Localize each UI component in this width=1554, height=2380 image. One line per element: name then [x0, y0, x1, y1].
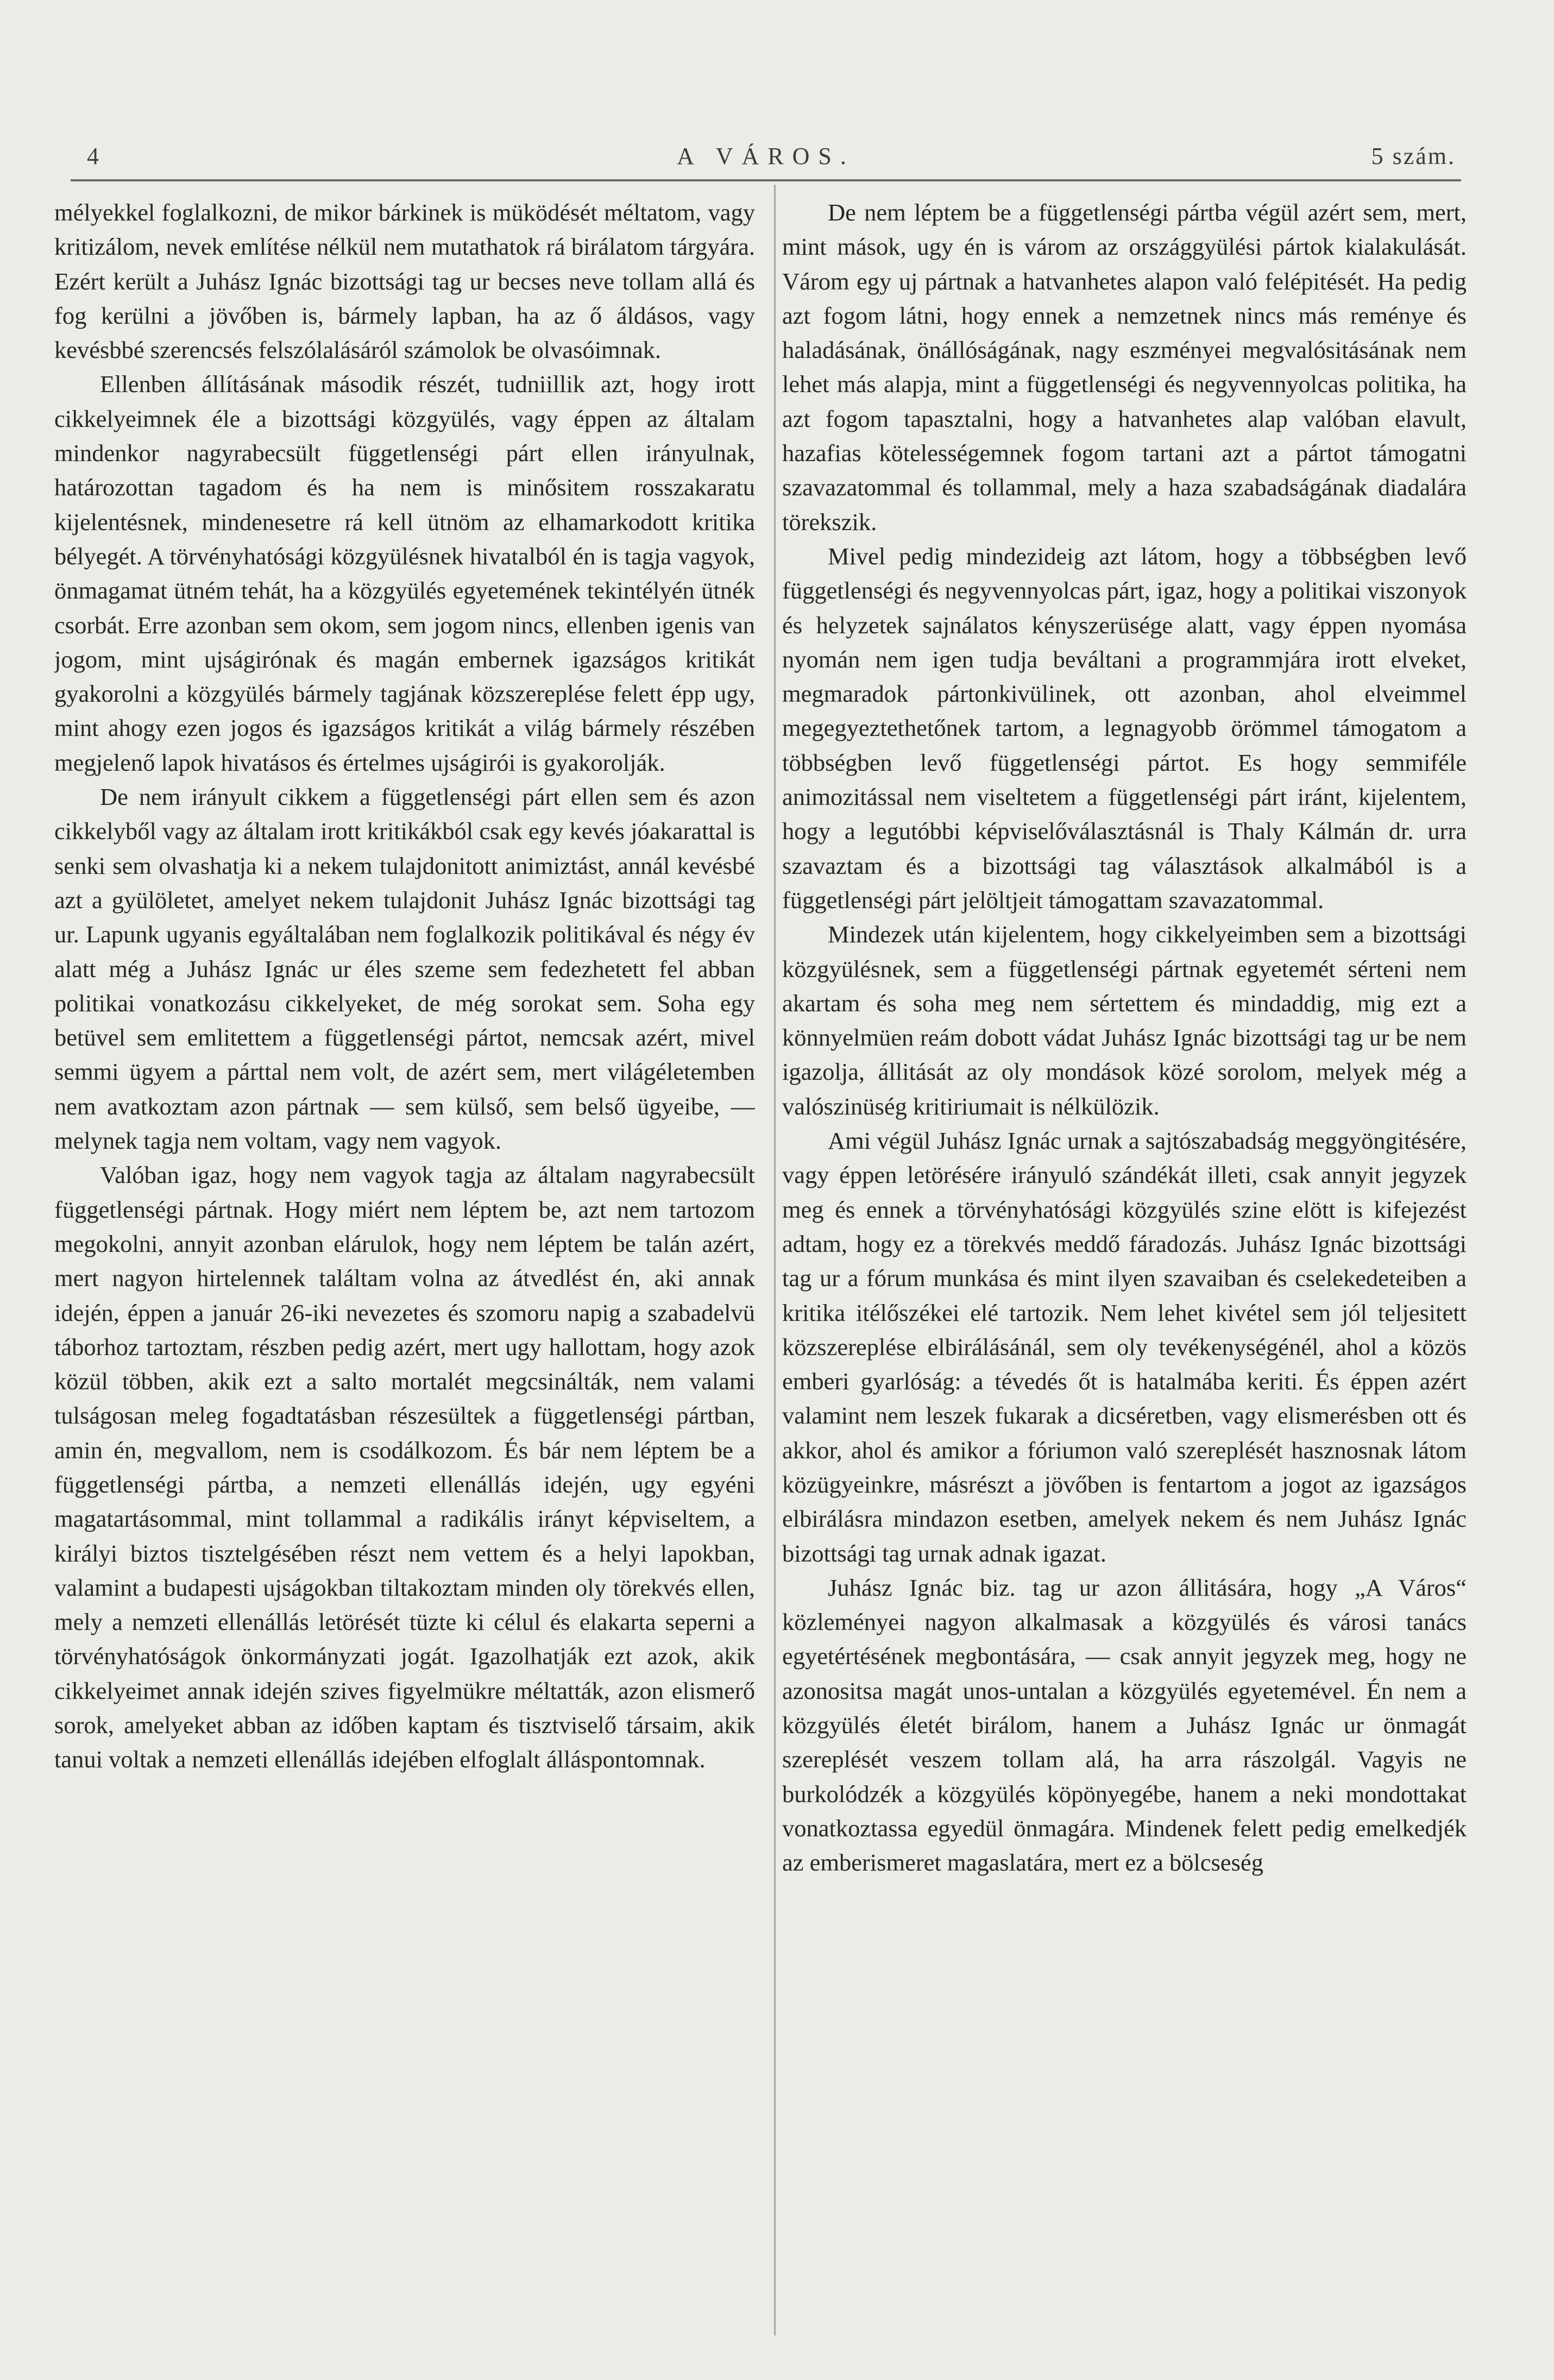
right-paragraph-2: Mivel pedig mindezideig azt látom, hogy a többségben levő függetlenségi és negyvennyolcas párt, igaz, hogy a politikai viszonyok és helyzetek sajnálatos kényszerüsége alatt, vagy éppen nyomása nyomán nem igen tudja beváltani a programmjára irott elveket, megmaradok pártonkivülinek, ott azonban, ahol elveimmel megegyeztethetőnek tartom, a legnagyobb örömmel támogatom a többségben levő függetlenségi pártot. Es hogy semmiféle animozitással nem viseltetem a függetlenségi párt iránt, kijelentem, hogy a legutóbbi képviselőválasztásnál is Thaly Kálmán dr. urra szavaztam és a bizottsági tag választások alkalmából is a függetlenségi párt jelöltjeit támogattam szavazatommal. [782, 542, 1467, 914]
issue-number: 5 szám. [1371, 143, 1456, 169]
newspaper-title: A VÁROS. [677, 143, 855, 169]
right-paragraph-5: Juhász Ignác biz. tag ur azon állitására, hogy „A Város“ közleményei nagyon alkalmasak a közgyülés és városi tanács egyetértésének megbontására, — csak annyit jegyzek meg, hogy ne azonositsa magát unos-untalan a közgyülés egyetemével. Én nem a közgyülés életét birálom, hanem a Juhász Ignác ur önmagát szereplését veszem tollam alá, ha arra rászolgál. Vagyis ne burkolódzék a közgyülés köpönyegébe, hanem a neki mondottakat vonatkoztassa egyedül önmagára. Mindenek felett pedig emelkedjék az emberismeret magaslatára, mert ez a bölcseség [782, 1573, 1467, 1877]
left-column [54, 196, 755, 2346]
header-rule [71, 179, 1461, 181]
left-paragraph-4: Valóban igaz, hogy nem vagyok tagja az általam nagyrabecsült függetlenségi pártnak. Hogy miért nem léptem be, azt nem tartozom megokolni, annyit azonban elárulok, hogy nem léptem be talán azért, mert nagyon hirtelennek találtam volna az átvedlést én, aki annak idején, éppen a január 26-iki nevezetes és szomoru napig a szabadelvü táborhoz tartoztam, részben pedig azért, mert ugy hallottam, hogy azok közül többen, akik ezt a salto mortalét megcsinálták, nem valami tulságosan meleg fogadtatásban részesültek a függetlenségi pártban, amin én, megvallom, nem is csodálkozom. És bár nem léptem be a függetlenségi pártba, a nemzeti ellenállás idején, ugy egyéni magatartásommal, mint tollammal a radikális irányt képviseltem, a királyi biztos tisztelgésében részt nem vettem és a helyi lapokban, valamint a budapesti ujságokban tiltakoztam minden oly törekvés ellen, mely a nemzeti ellenállás letörését tüzte ki célul és elakarta seperni a törvényhatóságok önkormányzati jogát. Igazolhatják ezt azok, akik cikkelyeimet annak idején szives figyelmükre méltatták, azon elismerő sorok, amelyeket abban az időben kaptam és tisztviselő társaim, akik tanui voltak a nemzeti ellenállás idejében elfoglalt álláspontomnak. [54, 1161, 755, 1773]
right-paragraph-3: Mindezek után kijelentem, hogy cikkelyeimben sem a bizottsági közgyülésnek, sem a függetlenségi pártnak egyetemét sérteni nem akartam és soha meg nem sértettem és mindaddig, mig ezt a könnyelmüen reám dobott vádat Juhász Ignác bizottsági tag ur be nem igazolja, állitását az oly mondások közé sorolom, melyek még a valószinüség kritiriumait is nélkülözik. [782, 921, 1467, 1120]
right-paragraph-1: De nem léptem be a függetlenségi pártba végül azért sem, mert, mint mások, ugy én is várom az országgyülési pártok kialakulását. Várom egy uj pártnak a hatvanhetes alapon való felépitését. Ha pedig azt fogom látni, hogy ennek a nemzetnek nincs más reménye és haladásának, önállóságának, nagy eszményei megvalósitásának nem lehet más alapja, mint a függetlenségi és negyvennyolcas politika, ha azt fogom tapasztalni, hogy a hatvanhetes alap valóban elavult, hazafias kötelességemnek fogom tartani azt a pártot támogatni szavazatommal és tollammal, mely a haza szabadságának diadalára törekszik. [782, 199, 1467, 536]
right-paragraph-4: Ami végül Juhász Ignác urnak a sajtószabadság meggyöngitésére, vagy éppen letörésére irányuló szándékát illeti, csak annyit jegyzek meg és ennek a törvényhatósági közgyülés szine elött is kifejezést adtam, hogy ez a törekvés meddő fáradozás. Juhász Ignác bizottsági tag ur a fórum munkása és mint ilyen szavaiban és cselekedeteiben a kritika itélőszékei elé tartozik. Nem lehet kivétel sem jól teljesitett közszereplése elbirálásánál, sem oly tevékenységénél, ahol a közös emberi gyarlóság: a tévedés őt is hatalmába keriti. És éppen azért valamint nem leszek fukarak a dicséretben, vagy elismerésben ott és akkor, ahol és amikor a fóriumon való szereplését hasznosnak látom közügyeinkre, másrészt a jövőben is fentartom a jogot az igazságos elbirálásra mindazon esetben, amelyek nekem és nem Juhász Ignác bizottsági tag urnak adnak igazat. [782, 1127, 1467, 1567]
left-paragraph-1: mélyekkel foglalkozni, de mikor bárkinek is müködését méltatom, vagy kritizálom, nevek említése nélkül nem mutathatok rá birálatom tárgyára. Ezért került a Juhász Ignác bizottsági tag ur becses neve tollam allá és fog kerülni a jövőben is, bármely lapban, ha az ő áldásos, vagy kevésbbé szerencsés felszólalásáról számolok be olvasóimnak. [54, 199, 755, 364]
page-header [71, 142, 1461, 175]
page-number: 4 [87, 143, 101, 169]
left-paragraph-3: De nem irányult cikkem a függetlenségi párt ellen sem és azon cikkelyből vagy az általam irott kritikákból csak egy kevés jóakarattal is senki sem olvashatja ki a nekem tulajdonitott animiztást, annál kevésbé azt a gyülöletet, amelyet nekem tulajdonit Juhász Ignác bizottsági tag ur. Lapunk ugyanis egyáltalában nem foglalkozik politikával és négy év alatt még a Juhász Ignác ur éles szeme sem fedezhetett fel abban politikai vonatkozásu cikkelyeket, de még sorokat sem. Soha egy betüvel sem emlitettem a függetlenségi pártot, nemcsak azért, mivel semmi ügyem a párttal nem volt, de azért sem, mert világéletemben nem avatkoztam azon pártnak — sem külső, sem belső ügyeibe, — melynek tagja nem voltam, vagy nem vagyok. [54, 783, 755, 1155]
right-column [782, 196, 1467, 2346]
column-divider [774, 185, 776, 2335]
left-paragraph-2: Ellenben állításának második részét, tudniillik azt, hogy irott cikkelyeimnek éle a bizottsági közgyülés, vagy éppen az általam mindenkor nagyrabecsült függetlenségi párt ellen irányulnak, határozottan tagadom és ha nem is minősitem rosszakaratu kijelentésnek, mindenesetre rá kell ütnöm az elhamarkodott kritika bélyegét. A törvényhatósági közgyülésnek hivatalból én is tagja vagyok, önmagamat ütném tehát, ha a közgyülés egyetemének tekintélyén ütnék csorbát. Erre azonban sem okom, sem jogom nincs, ellenben igenis van jogom, mint ujságirónak és magán embernek igazságos kritikát gyakorolni a közgyülés bármely tagjának közszereplése felett épp ugy, mint ahogy ezen jogos és igazságos kritikát a világ bármely részében megjelenő lapok hivatásos és értelmes ujságirói is gyakorolják. [54, 370, 755, 776]
